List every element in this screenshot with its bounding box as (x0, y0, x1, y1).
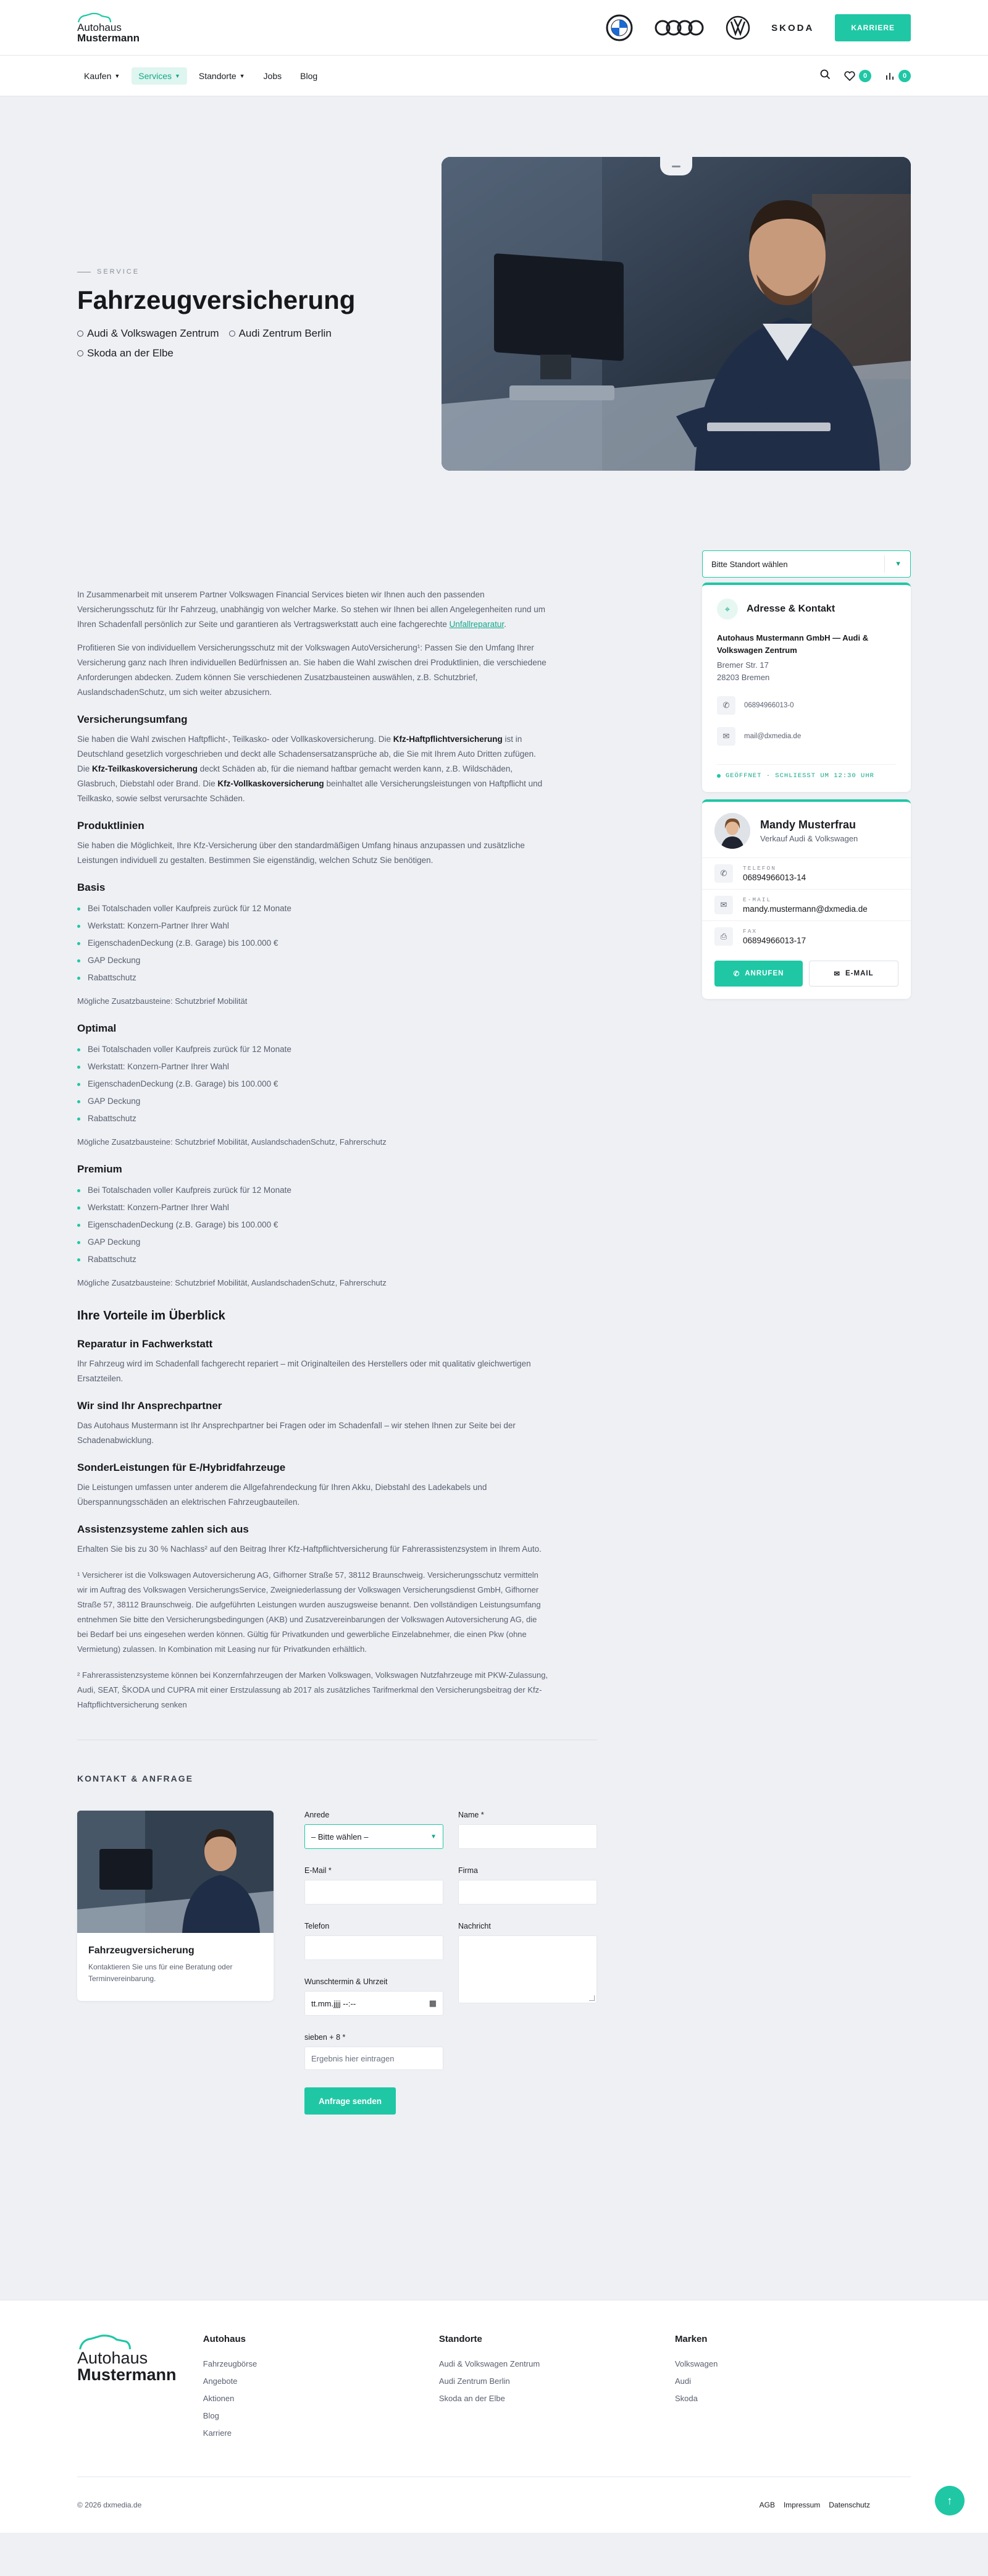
main-nav-bar (0, 56, 988, 96)
logo-line1: Autohaus (77, 2349, 148, 2367)
footer-link[interactable]: Skoda an der Elbe (438, 2394, 505, 2403)
list-item: Bei Totalschaden voller Kaufpreis zurück für 12 Monate (77, 900, 550, 917)
logo-line2: Mustermann (77, 2365, 177, 2384)
advantage-text: Das Autohaus Mustermann ist Ihr Ansprechpartner bei Fragen oder im Schadenfall – wir stehen Ihnen zur Seite bei der Schadenabwicklung. (77, 1421, 516, 1445)
nav-item-blog[interactable]: Blog (300, 71, 318, 81)
mail-icon: ✉ (834, 970, 841, 978)
message-textarea[interactable] (458, 1935, 597, 2003)
nav-item-standorte[interactable] (192, 67, 252, 85)
field-label: E-Mail * (304, 1866, 332, 1875)
footer-col-autohaus (203, 2334, 439, 2442)
footer-link[interactable]: Audi Zentrum Berlin (438, 2376, 510, 2386)
address-block (702, 628, 911, 690)
footnote-2: ² Fahrerassistenzsysteme können bei Konzernfahrzeugen der Marken Volkswagen, Volkswagen Nutzfahrzeuge mit PKW-Zulassung, Audi, SEAT, ŠKODA und CUPRA mit einer Erstzulassung ab 2017 als zusätzliches Tarifmerkmal den Versicherungsbeitrag der Kfz-Haftpflichtversicherung senken (77, 1670, 548, 1709)
footer-link[interactable]: Skoda (674, 2394, 698, 2403)
optimal-list (77, 1041, 550, 1127)
hero-section (0, 96, 988, 521)
field-label: Nachricht (458, 1922, 491, 1930)
section-heading: Basis (77, 882, 106, 893)
chevron-down-icon: ▼ (239, 73, 245, 79)
basis-list (77, 900, 550, 987)
footer-heading: Marken (674, 2334, 708, 2344)
address-card (702, 583, 911, 792)
phone-icon: ✆ (717, 696, 735, 715)
list-item: Rabattschutz (77, 1251, 550, 1268)
logo-line2: Mustermann (77, 32, 140, 44)
scope-paragraph (77, 732, 550, 806)
text: beinhaltet alle Versicherungsleistungen von Haftpflicht und Teilkasko, sowie selbst verursachte Schäden. (77, 779, 543, 803)
nav-item-jobs[interactable]: Jobs (263, 71, 282, 81)
text: . (504, 620, 506, 629)
section-heading: Versicherungsumfang (77, 713, 188, 725)
location-item[interactable] (77, 327, 219, 340)
email-button[interactable] (809, 961, 898, 987)
text: ist in Deutschland gesetzlich vorgeschrieben und deckt alle Schadensersatzansprüche ab, die Sie mit Ihrem Auto Dritten zufügen. Die (77, 734, 536, 773)
footer-link[interactable]: Blog (203, 2411, 219, 2420)
footer-heading: Autohaus (203, 2334, 246, 2344)
call-button[interactable] (714, 961, 803, 987)
legal-links (760, 2501, 870, 2509)
chevron-down-icon: ▼ (430, 1833, 437, 1840)
phone-value: 06894966013-0 (744, 702, 794, 709)
intro-paragraph (77, 587, 550, 632)
phone-input[interactable] (304, 1935, 443, 1960)
email-row[interactable] (702, 721, 911, 752)
contact-person-card (702, 799, 911, 999)
list-item: Bei Totalschaden voller Kaufpreis zurück für 12 Monate (77, 1182, 550, 1199)
top-bar (0, 0, 988, 56)
list-item: EigenschadenDeckung (z.B. Garage) bis 100.000 € (77, 1216, 550, 1234)
hero-image (442, 157, 911, 471)
footer-link[interactable]: Fahrzeugbörse (203, 2359, 257, 2368)
audi-logo-icon[interactable] (654, 19, 705, 37)
date-time-input[interactable] (304, 1991, 443, 2016)
copyright: © 2026 dxmedia.de (77, 2501, 142, 2509)
list-item: Rabattschutz (77, 969, 550, 987)
addon-text: Mögliche Zusatzbausteine: Schutzbrief Mobilität, AuslandschadenSchutz, Fahrerschutz (77, 1137, 387, 1147)
location-pin-icon: ⌖ (717, 599, 738, 620)
footer-link[interactable]: Audi & Volkswagen Zentrum (438, 2359, 540, 2368)
location-label: Skoda an der Elbe (87, 347, 174, 359)
career-button[interactable]: KARRIERE (835, 14, 911, 41)
list-item: Bei Totalschaden voller Kaufpreis zurück für 12 Monate (77, 1041, 550, 1058)
email-value: mandy.mustermann@dxmedia.de (743, 904, 868, 914)
field-label: FAX (743, 928, 758, 935)
advantage-text: Erhalten Sie bis zu 30 % Nachlass² auf den Beitrag Ihrer Kfz-Haftpflichtversicherung für Fahrerassistenzsystem in Ihrem Auto. (77, 1544, 542, 1554)
advantage-text: Die Leistungen umfassen unter anderem die Allgefahrendeckung für Ihren Akku, Diebstahl des Ladekabels und Überspannungsschäden an elektrischen Fahrzeugbauteilen. (77, 1483, 487, 1507)
service-card (77, 1811, 274, 2001)
phone-value: 06894966013-14 (743, 873, 806, 882)
brand-logos (606, 14, 911, 41)
hero-text (77, 268, 423, 360)
list-item: Rabattschutz (77, 1110, 550, 1127)
nav-label: Kaufen (84, 71, 112, 81)
email-input[interactable] (304, 1880, 443, 1905)
site-logo[interactable] (77, 12, 140, 43)
footer (0, 2300, 988, 2533)
favorites-button[interactable] (844, 70, 871, 82)
field-label: E-MAIL (743, 896, 772, 903)
list-item: GAP Deckung (77, 1234, 550, 1251)
select-value: Bitte Standort wählen (711, 559, 788, 569)
phone-icon: ✆ (714, 864, 733, 883)
nav-tools (820, 69, 911, 83)
phone-row[interactable] (702, 690, 911, 721)
bmw-logo-icon[interactable] (606, 14, 633, 41)
list-item: EigenschadenDeckung (z.B. Garage) bis 100.000 € (77, 1075, 550, 1093)
card-title: Adresse & Kontakt (747, 604, 835, 614)
heart-icon (844, 71, 855, 81)
scroll-to-top-button[interactable] (935, 2486, 965, 2515)
location-dot-icon (229, 330, 235, 337)
email-value: mail@dxmedia.de (744, 733, 802, 740)
location-dot-icon (77, 350, 83, 356)
advantage-text: Ihr Fahrzeug wird im Schadenfall fachgerecht repariert – mit Originalteilen des Herstellers oder mit qualitativ gleichwertigen Ersatzteilen. (77, 1359, 531, 1383)
person-email-row[interactable] (702, 889, 911, 920)
chevron-down-icon: ▼ (884, 555, 902, 573)
sidebar (702, 550, 911, 1721)
addon-text: Mögliche Zusatzbausteine: Schutzbrief Mobilität (77, 996, 248, 1006)
intro-paragraph-2: Profitieren Sie von individuellem Versicherungsschutz mit der Volkswagen AutoVersicherung¹: Passen Sie den Umfang Ihrer Versicherung ganz nach Ihren individuellen Bedürfnissen an. Sie haben die Wahl zwischen drei Produktlinien, die verschiedene Anforderungen abdecken. Zudem können Sie verschiedenen Zusatzbausteinen auswählen, z.B. Schutzbrief, AuslandschadenSchutz, um sich weiter abzusichern. (77, 643, 546, 697)
hero-pager[interactable] (660, 157, 692, 175)
footer-link[interactable]: Angebote (203, 2376, 238, 2386)
list-item: Werkstatt: Konzern-Partner Ihrer Wahl (77, 1058, 550, 1075)
bold-text: Kfz-Teilkaskoversicherung (92, 764, 198, 773)
anrede-select[interactable] (304, 1824, 443, 1849)
field-label: Wunschtermin & Uhrzeit (304, 1977, 388, 1986)
addon-text: Mögliche Zusatzbausteine: Schutzbrief Mobilität, AuslandschadenSchutz, Fahrerschutz (77, 1278, 387, 1287)
main-nav (77, 67, 324, 85)
nav-item-services[interactable] (132, 67, 187, 85)
footer-logo[interactable] (77, 2334, 203, 2442)
submit-button[interactable]: Anfrage senden (304, 2087, 396, 2115)
footer-link[interactable]: Audi (674, 2376, 691, 2386)
article (77, 550, 550, 1721)
page-title: Fahrzeugversicherung (77, 285, 356, 314)
footer-col-marken (675, 2334, 911, 2442)
section-heading: Premium (77, 1163, 122, 1175)
button-label: E-MAIL (845, 970, 874, 977)
street: Bremer Str. 17 (717, 660, 769, 670)
favorites-count: 0 (859, 70, 871, 82)
footer-link[interactable]: Karriere (203, 2428, 232, 2438)
service-card-title: Fahrzeugversicherung (88, 1945, 195, 1956)
location-dot-icon (77, 330, 83, 337)
captcha-input[interactable]: Ergebnis hier eintragen (304, 2047, 443, 2070)
nav-label: Standorte (198, 71, 237, 81)
impressum-link[interactable]: Impressum (783, 2501, 821, 2509)
list-item: EigenschadenDeckung (z.B. Garage) bis 100.000 € (77, 935, 550, 952)
datenschutz-link[interactable]: Datenschutz (829, 2501, 870, 2509)
section-heading: Optimal (77, 1022, 117, 1034)
unfallreparatur-link[interactable]: Unfallreparatur (449, 620, 504, 629)
location-label: Audi Zentrum Berlin (238, 327, 332, 339)
field-label: sieben + 8 * (304, 2033, 346, 2042)
lines-paragraph: Sie haben die Möglichkeit, Ihre Kfz-Versicherung über den standardmäßigen Umfang hinaus anzupassen und zusätzliche Leistungen individuell zu gestalten. Bestimmen Sie eigenständig, welchen Schutz Sie benötigen. (77, 841, 525, 865)
field-label: Anrede (304, 1811, 330, 1819)
contact-title: KONTAKT & ANFRAGE (77, 1774, 193, 1783)
footer-link[interactable]: Aktionen (203, 2394, 235, 2403)
input-placeholder: tt.mm.jjjj --:-- (311, 1998, 356, 2008)
field-label: Name * (458, 1811, 484, 1819)
mail-icon: ✉ (714, 896, 733, 914)
location-select[interactable] (702, 550, 911, 578)
contact-section (77, 1740, 597, 2300)
person-role: Verkauf Audi & Volkswagen (760, 834, 858, 843)
contact-form (304, 1811, 597, 2115)
person-name: Mandy Musterfrau (760, 819, 856, 831)
advantage-title: SonderLeistungen für E-/Hybridfahrzeuge (77, 1462, 286, 1473)
field-label: TELEFON (743, 865, 776, 872)
bold-text: Kfz-Vollkaskoversicherung (217, 779, 324, 788)
list-item: GAP Deckung (77, 1093, 550, 1110)
select-value: – Bitte wählen – (311, 1832, 369, 1842)
compare-icon (885, 71, 895, 81)
footer-link[interactable]: Volkswagen (674, 2359, 718, 2368)
vw-logo-icon[interactable] (726, 15, 750, 40)
service-card-image (77, 1811, 274, 1933)
name-input[interactable] (458, 1824, 597, 1849)
compare-count: 0 (898, 70, 911, 82)
location-label: Audi & Volkswagen Zentrum (87, 327, 219, 339)
text: deckt Schäden ab, für die niemand haftbar gemacht werden kann, z.B. Wildschäden, Glasbruch, Diebstahl oder Brand. Die (77, 764, 513, 788)
footer-col-standorte (439, 2334, 675, 2442)
hero-eyebrow: SERVICE (77, 268, 423, 276)
section-heading: Produktlinien (77, 820, 144, 831)
footer-heading: Standorte (438, 2334, 482, 2344)
agb-link[interactable]: AGB (759, 2501, 775, 2509)
bold-text: Kfz-Haftpflichtversicherung (393, 734, 503, 744)
text: In Zusammenarbeit mit unserem Partner Volkswagen Financial Services bieten wir Ihnen auch den passenden Versicherungsschutz für Ihr Fahrzeug, unabhängig von welcher Marke. So stehen wir Ihnen bei allen Angelegenheiten rund um Ihren Schadenfall persönlich zur Seite und garantieren als Vertragswerkstatt auch eine fachgerechte (77, 590, 545, 629)
nav-label: Services (138, 71, 172, 81)
person-fax-row (702, 920, 911, 952)
button-label: ANRUFEN (745, 970, 784, 977)
company-input[interactable] (458, 1880, 597, 1905)
content-section (0, 521, 988, 2300)
phone-icon: ✆ (733, 970, 740, 978)
logo-line1: Autohaus (77, 22, 122, 33)
location-item[interactable] (77, 347, 174, 360)
mail-icon: ✉ (717, 727, 735, 746)
list-item: GAP Deckung (77, 952, 550, 969)
location-item[interactable] (229, 327, 332, 340)
list-item: Werkstatt: Konzern-Partner Ihrer Wahl (77, 917, 550, 935)
calendar-icon[interactable]: ▦ (429, 1998, 437, 2008)
nav-item-kaufen[interactable] (77, 67, 127, 85)
advantage-title: Wir sind Ihr Ansprechpartner (77, 1400, 222, 1412)
fax-value: 06894966013-17 (743, 936, 806, 945)
footnote-1: ¹ Versicherer ist die Volkswagen Autoversicherung AG, Gifhorner Straße 57, 38112 Braunschweig. Versicherungsschutz vermitteln wir im Auftrag des Volkswagen VersicherungsService, Zweigniederlassung der Volkswagen Versicherungsdienst GmbH, Gifhorner Straße 57, 38112 Braunschweig. Die aufgeführten Leistungen wurden auszugsweise benannt. Den vollständigen Leistungsumfang entnehmen Sie bitte den Versicherungsbedingungen (AKB) und Zusatzvereinbarungen der Volkswagen Autoversicherung AG, die bei Bedarf bei uns eingesehen werden können. Gültig für Privatkunden und gewerbliche Einzelabnehmer, die einen Pkw (ohne Vermietung) zulassen. In Kombination mit Leasing nur für Privatkunden erhältlich. (77, 1570, 541, 1654)
service-card-text: Kontaktieren Sie uns für eine Beratung oder Terminvereinbarung. (88, 1963, 233, 1983)
advantages-heading: Ihre Vorteile im Überblick (77, 1309, 225, 1323)
field-label: Telefon (304, 1922, 330, 1930)
text: Sie haben die Wahl zwischen Haftpflicht-, Teilkasko- oder Vollkaskoversicherung. Die (77, 734, 393, 744)
chevron-down-icon: ▼ (114, 73, 120, 79)
arrow-up-icon: ↑ (947, 2494, 953, 2507)
location-list (77, 327, 423, 360)
search-icon[interactable] (820, 69, 831, 83)
premium-list (77, 1182, 550, 1268)
person-phone-row[interactable] (702, 857, 911, 889)
field-label: Firma (458, 1866, 478, 1875)
company-name: Autohaus Mustermann GmbH — Audi & Volkswagen Zentrum (717, 633, 869, 655)
skoda-logo[interactable]: SKODA (771, 22, 814, 33)
city: 28203 Bremen (717, 673, 770, 682)
advantage-title: Assistenzsysteme zahlen sich aus (77, 1523, 249, 1535)
compare-button[interactable] (885, 70, 911, 82)
list-item: Werkstatt: Konzern-Partner Ihrer Wahl (77, 1199, 550, 1216)
avatar (714, 813, 750, 849)
advantage-title: Reparatur in Fachwerkstatt (77, 1338, 213, 1350)
chevron-down-icon: ▼ (174, 73, 180, 79)
opening-status: GEÖFFNET · SCHLIESST UM 12:30 UHR (717, 764, 896, 792)
fax-icon: ⎙ (714, 927, 733, 946)
